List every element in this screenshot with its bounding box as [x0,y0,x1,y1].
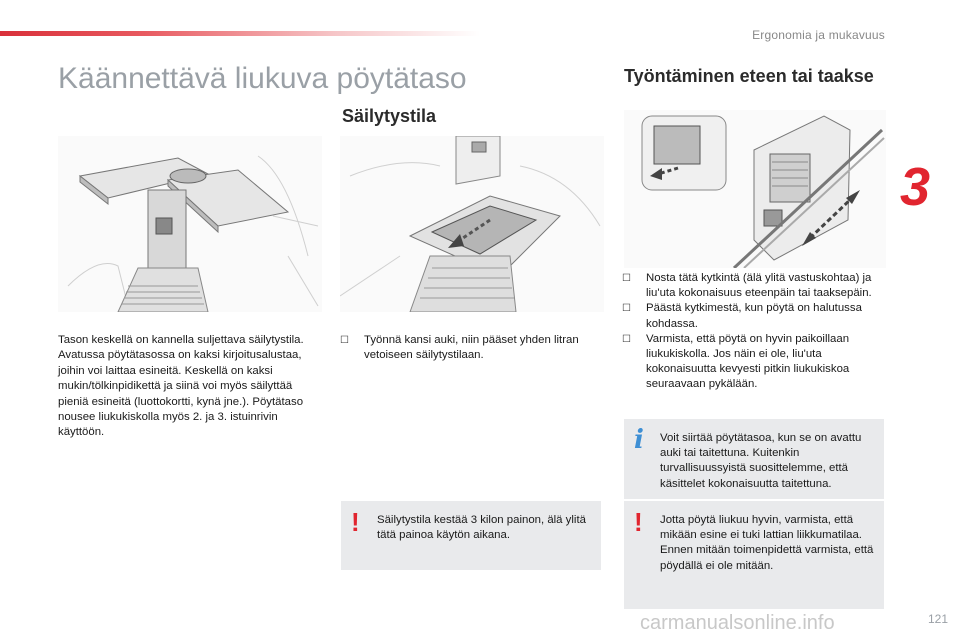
slide-figure-svg [624,110,886,268]
table-figure-svg [58,136,322,312]
slide-instructions [622,271,884,393]
watermark: carmanualsonline.info [640,612,835,634]
info-text: Voit siirtää pöytätasoa, kun se on avattu auki tai taitettuna. Kuitenkin turvallisuussyistä suosittelemme, että käsittelet kokonaisuutta taitettuna. [660,432,862,490]
checkbox-bullet-icon: ☐ [340,335,349,346]
intro-text: Tason keskellä on kannella suljettava säilytystila. Avatussa pöytätasossa on kaksi kirjoitusalustaa, joihin voi laittaa esineitä. Keskellä on kaksi mukin/tölkinpidikettä ja siinä voi myös säilyttää pieniä esineitä (luottokortti, kynä jne.). Pöytätaso nousee liukukiskolla myös 2. ja 3. istuinrivin käyttöön. [58,334,304,439]
slide-illustration [624,110,886,268]
section-label: Ergonomia ja mukavuus [752,28,885,42]
table-illustration [58,136,322,312]
checkbox-bullet-icon: ☐ [622,273,631,284]
page-title: Käännettävä liukuva pöytätaso [58,62,467,95]
list-item [622,271,884,301]
list-item [340,333,602,363]
header-accent-bar [0,31,480,36]
bullet-text: Nosta tätä kytkintä (älä ylitä vastuskohtaa) ja liu'uta kokonaisuus eteenpäin tai taaksepäin. [646,272,872,300]
slide-warning-box [624,501,884,609]
checkbox-bullet-icon: ☐ [622,303,631,315]
storage-illustration [340,136,604,312]
storage-warning-box [341,501,601,570]
list-item [622,332,884,393]
warning-icon: ! [634,507,643,537]
bullet-text: Työnnä kansi auki, niin pääset yhden litran vetoiseen säilytystilaan. [364,334,579,362]
warning-icon: ! [351,507,360,537]
storage-figure-svg [340,136,604,312]
info-icon: i [634,425,644,455]
slide-heading: Työntäminen eteen tai taakse [624,66,874,86]
storage-heading: Säilytystila [342,106,437,126]
page-number: 121 [927,612,948,626]
warning-text: Jotta pöytä liukuu hyvin, varmista, että mikään esine ei tuki lattian liikkumatilaa. Ennen mitään toimenpidettä varmista, että pöydällä ei ole mitään. [660,514,874,572]
bullet-text: Päästä kytkimestä, kun pöytä on halutussa kohdassa. [646,302,862,330]
chapter-number: 3 [900,157,931,217]
bullet-text: Varmista, että pöytä on hyvin paikoillaan liukukiskolla. Jos näin ei ole, liu'uta kokonaisuutta kevyesti pitkin liukukiskoa seuraavaan pykälään. [646,332,850,391]
storage-instructions [340,333,602,363]
warning-text: Säilytystila kestää 3 kilon painon, älä ylitä tätä painoa käytön aikana. [377,514,586,542]
checkbox-bullet-icon: ☐ [622,333,631,345]
list-item [622,301,884,331]
info-box [624,419,884,499]
